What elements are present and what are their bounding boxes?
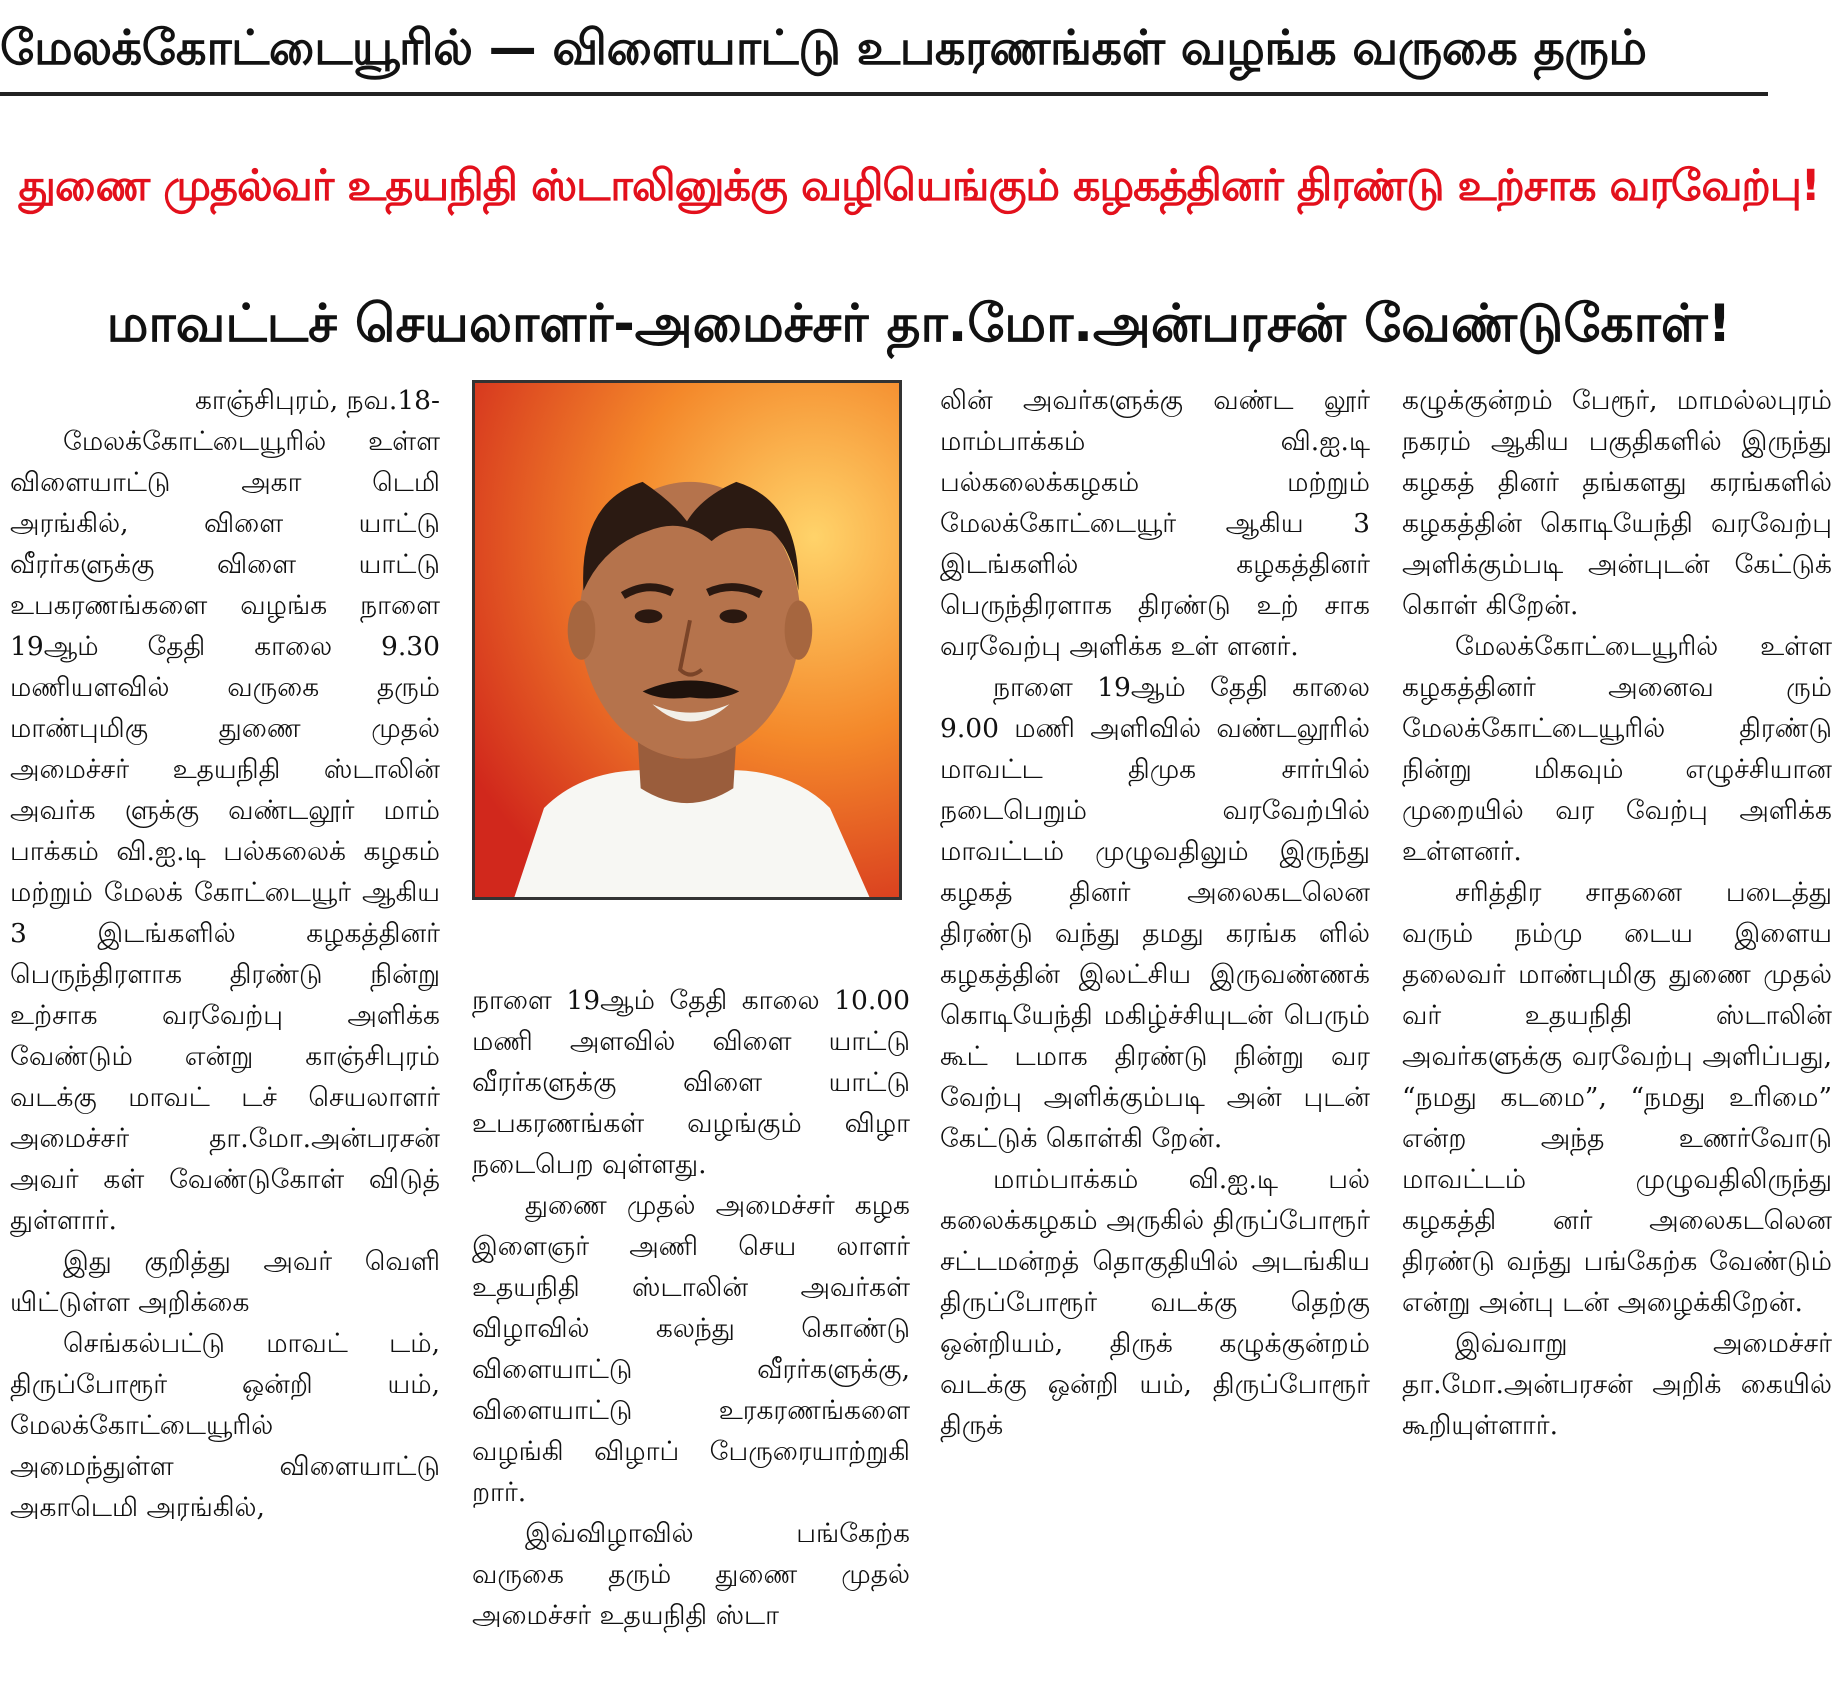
article-column-4 xyxy=(1402,380,1832,1698)
sub-headline: மாவட்டச் செயலாளர்-அமைச்சர் தா.மோ.அன்பரசன் வேண்டுகோள்! xyxy=(106,294,1732,354)
article-paragraph: லின் அவர்களுக்கு வண்ட லூர் மாம்பாக்கம் வி.ஐ.டி பல்கலைக்கழகம் மற்றும் மேலக்கோட்டையூர் ஆகிய 3 இடங்களில் கழகத்தினர் பெருந்திரளாக திரண்டு உற் சாக வரவேற்பு அளிக்க உள் ளனர். xyxy=(940,385,1370,662)
article-column-2 xyxy=(472,980,910,1698)
divider-rule xyxy=(0,92,1768,96)
article-paragraph: நாளை 19ஆம் தேதி காலை 9.00 மணி அளிவில் வண்டலூரில் மாவட்ட திமுக சார்பில் நடைபெறும் வரவேற்பில் மாவட்டம் முழுவதிலும் இருந்து கழகத் தினர் அலைகடலென திரண்டு வந்து தமது கரங்க ளில் கழகத்தின் இலட்சிய இருவண்ணக் கொடியேந்தி மகிழ்ச்சியுடன் பெரும் கூட் டமாக திரண்டு நின்று வர வேற்பு அளிக்கும்படி அன் புடன் கேட்டுக் கொள்கி றேன். xyxy=(940,672,1370,1154)
article-paragraph: மேலக்கோட்டையூரில் உள்ள விளையாட்டு அகா டெமி அரங்கில், விளை யாட்டு வீரர்களுக்கு விளை யாட்டு உபகரணங்களை வழங்க நாளை 19ஆம் தேதி காலை 9.30 மணியளவில் வருகை தரும் மாண்புமிகு துணை முதல் அமைச்சர் உதயநிதி ஸ்டாலின் அவர்க ளுக்கு வண்டலூர் மாம் பாக்கம் வி.ஐ.டி பல்கலைக் கழகம் மற்றும் மேலக் கோட்டையூர் ஆகிய 3 இடங்களில் கழகத்தினர் பெருந்திரளாக திரண்டு நின்று உற்சாக வரவேற்பு அளிக்க வேண்டும் என்று காஞ்சிபுரம் வடக்கு மாவட் டச் செயலாளர் அமைச்சர் தா.மோ.அன்பரசன் அவர் கள் வேண்டுகோள் விடுத் துள்ளார். xyxy=(10,426,440,1236)
kicker-headline: மேலக்கோட்டையூரில் — விளையாட்டு உபகரணங்கள் வழங்க வருகை தரும் xyxy=(0,20,1647,76)
portrait-illustration xyxy=(475,383,899,897)
article-column-1 xyxy=(10,380,440,1698)
article-paragraph: மாம்பாக்கம் வி.ஐ.டி பல் கலைக்கழகம் அருகில் திருப்போரூர் சட்டமன்றத் தொகுதியில் அடங்கிய திருப்போரூர் வடக்கு தெற்கு ஒன்றியம், திருக் கழுக்குன்றம் வடக்கு ஒன்றி யம், திருப்போரூர் திருக் xyxy=(940,1164,1370,1441)
article-column-3 xyxy=(940,380,1370,1698)
article-paragraph: நாளை 19ஆம் தேதி காலை 10.00 மணி அளவில் விளை யாட்டு வீரர்களுக்கு விளை யாட்டு உபகரணங்கள் வழங்கும் விழா நடைபெற வுள்ளது. xyxy=(472,985,910,1180)
article-paragraph: இது குறித்து அவர் வெளி யிட்டுள்ள அறிக்கை xyxy=(10,1246,440,1318)
article-paragraph: இவ்வாறு அமைச்சர் தா.மோ.அன்பரசன் அறிக் கையில் கூறியுள்ளார். xyxy=(1402,1328,1832,1441)
dateline: காஞ்சிபுரம், நவ.18- xyxy=(194,385,440,416)
article-paragraph: துணை முதல் அமைச்சர் கழக இளைஞர் அணி செய லாளர் உதயநிதி ஸ்டாலின் அவர்கள் விழாவில் கலந்து கொண்டு விளையாட்டு வீரர்களுக்கு, விளையாட்டு உரகரணங்களை வழங்கி விழாப் பேருரையாற்றுகி றார். xyxy=(472,1190,910,1508)
article-paragraph: சரித்திர சாதனை படைத்து வரும் நம்மு டைய இளைய தலைவர் மாண்புமிகு துணை முதல் வர் உதயநிதி ஸ்டாலின் அவர்களுக்கு வரவேற்பு அளிப்பது, “நமது கடமை”, “நமது உரிமை” என்ற அந்த உணர்வோடு மாவட்டம் முழுவதிலிருந்து கழகத்தி னர் அலைகடலென திரண்டு வந்து பங்கேற்க வேண்டும் என்று அன்பு டன் அழைக்கிறேன். xyxy=(1402,877,1832,1318)
portrait-photo xyxy=(472,380,902,900)
main-headline: துணை முதல்வர் உதயநிதி ஸ்டாலினுக்கு வழியெங்கும் கழகத்தினர் திரண்டு உற்சாக வரவேற்பு! xyxy=(18,161,1820,211)
article-paragraph: மேலக்கோட்டையூரில் உள்ள கழகத்தினர் அனைவ ரும் மேலக்கோட்டையூரில் திரண்டு நின்று மிகவும் எழுச்சியான முறையில் வர வேற்பு அளிக்க உள்ளனர். xyxy=(1402,631,1832,867)
article-paragraph: இவ்விழாவில் பங்கேற்க வருகை தரும் துணை முதல் அமைச்சர் உதயநிதி ஸ்டா xyxy=(472,1518,910,1631)
article-paragraph: கழுக்குன்றம் பேரூர், மாமல்லபுரம் நகரம் ஆகிய பகுதிகளில் இருந்து கழகத் தினர் தங்களது கரங்களில் கழகத்தின் கொடியேந்தி வரவேற்பு அளிக்கும்படி அன்புடன் கேட்டுக் கொள் கிறேன். xyxy=(1402,385,1832,621)
article-paragraph: செங்கல்பட்டு மாவட் டம், திருப்போரூர் ஒன்றி யம், மேலக்கோட்டையூரில் அமைந்துள்ள விளையாட்டு அகாடெமி அரங்கில், xyxy=(10,1328,440,1523)
